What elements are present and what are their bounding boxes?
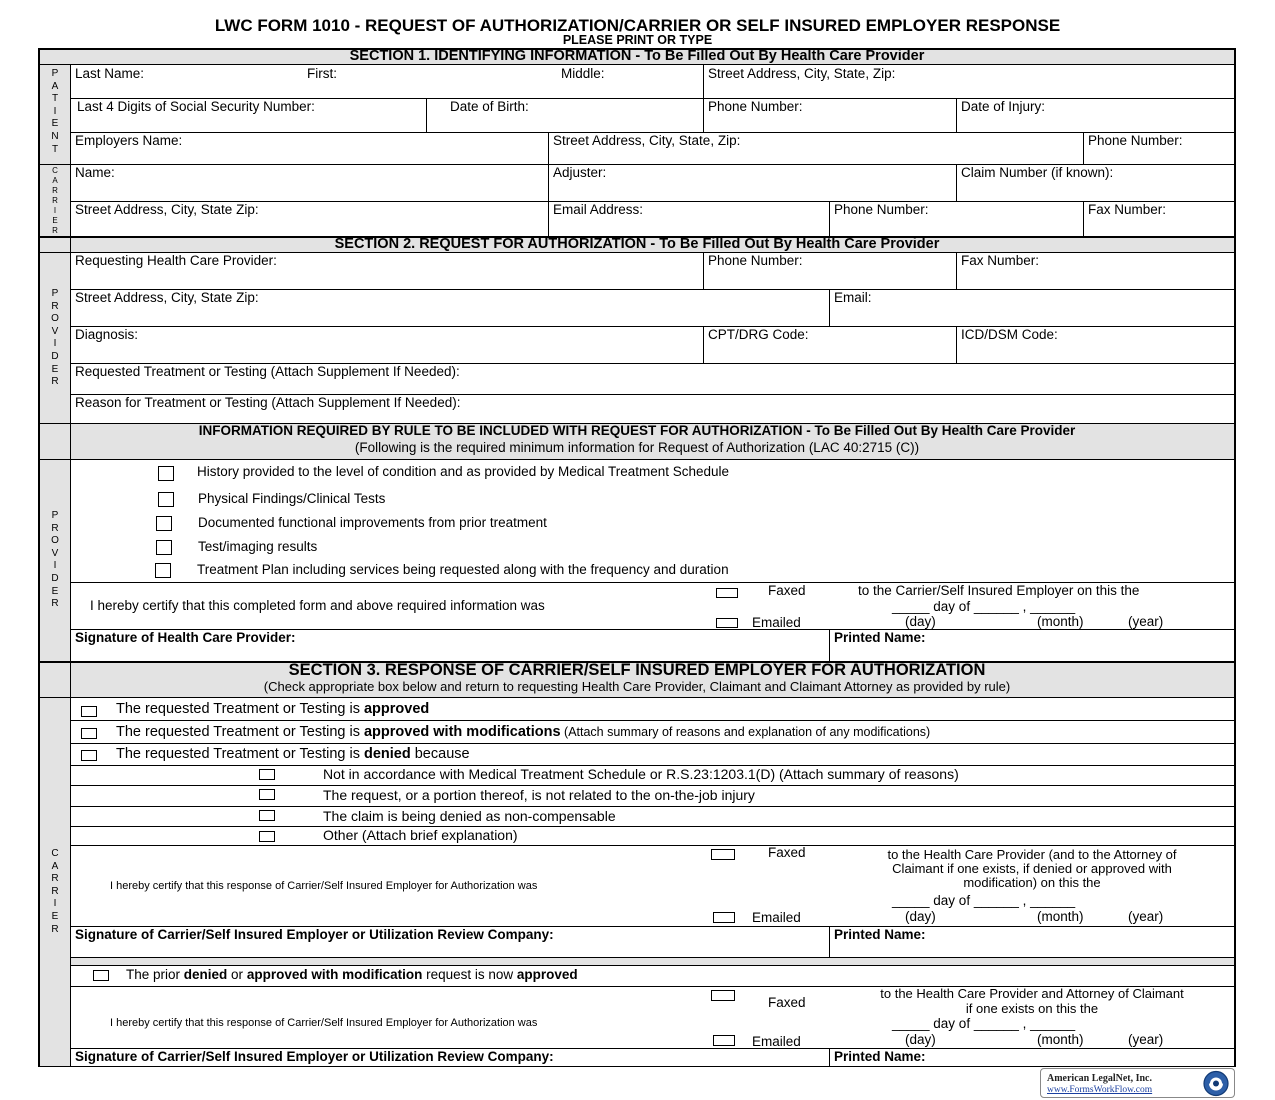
prior-text-f: approved bbox=[516, 967, 578, 982]
section2-heading: SECTION 2. REQUEST FOR AUTHORIZATION - To Be Filled Out By Health Care Provider bbox=[334, 236, 940, 252]
provider-emailed-checkbox[interactable] bbox=[716, 618, 738, 628]
test-imaging-label: Test/imaging results bbox=[198, 539, 318, 554]
carrier2-to-hcp-2: if one exists on this the bbox=[965, 1001, 1099, 1016]
employer-name-field[interactable]: Employers Name: bbox=[75, 133, 183, 148]
line bbox=[829, 1048, 830, 1066]
line bbox=[829, 289, 830, 326]
approved-bold: approved bbox=[363, 701, 430, 717]
provider-day-label: (day) bbox=[905, 614, 936, 629]
line bbox=[70, 806, 1236, 807]
prior-approved-checkbox[interactable] bbox=[93, 970, 109, 981]
section3-subheading: (Check appropriate box below and return to requesting Health Care Provider, Claimant and Claimant Attorney as provided by rule) bbox=[263, 679, 1011, 694]
carrier-faxed-checkbox[interactable] bbox=[711, 849, 735, 860]
approved-option bbox=[116, 701, 429, 717]
prior-text-b: denied bbox=[183, 967, 228, 982]
reason-not-related-label: The request, or a portion thereof, is not related to the on-the-job injury bbox=[323, 787, 755, 803]
line bbox=[829, 926, 830, 957]
line bbox=[70, 326, 1236, 327]
logo-url[interactable]: www.FormsWorkFlow.com bbox=[1047, 1085, 1153, 1095]
employer-street-field[interactable]: Street Address, City, State, Zip: bbox=[553, 133, 741, 148]
carrier-side-label bbox=[46, 166, 64, 236]
line bbox=[38, 697, 1236, 698]
provider-fax-field[interactable]: Fax Number: bbox=[961, 253, 1040, 268]
denied-checkbox[interactable] bbox=[81, 750, 97, 761]
line bbox=[38, 64, 1236, 65]
outer-left-border bbox=[38, 48, 40, 1067]
carrier-to-hcp-1: to the Health Care Provider (and to the Attorney of bbox=[887, 847, 1177, 862]
history-checkbox[interactable] bbox=[158, 466, 174, 481]
patient-side-label bbox=[46, 68, 64, 156]
patient-street-field[interactable]: Street Address, City, State, Zip: bbox=[708, 66, 896, 81]
denied-text: The requested Treatment or Testing is bbox=[116, 746, 364, 762]
carrier-certify-text: I hereby certify that this response of Carrier/Self Insured Employer for Authorization was bbox=[110, 880, 538, 892]
reason-treatment-field[interactable]: Reason for Treatment or Testing (Attach Supplement If Needed): bbox=[75, 395, 461, 410]
carrier-emailed-label: Emailed bbox=[752, 910, 801, 925]
line bbox=[956, 164, 957, 201]
provider-label-text: PROVIDER bbox=[51, 288, 59, 388]
line bbox=[70, 826, 1236, 827]
last-name-field[interactable]: Last Name: bbox=[75, 66, 145, 81]
middle-name-field[interactable]: Middle: bbox=[561, 66, 605, 81]
treatment-plan-checkbox[interactable] bbox=[155, 563, 171, 578]
provider-phone-field[interactable]: Phone Number: bbox=[708, 253, 803, 268]
provider-side-label-2 bbox=[46, 510, 64, 611]
claim-number-field[interactable]: Claim Number (if known): bbox=[961, 165, 1114, 180]
test-imaging-checkbox[interactable] bbox=[156, 540, 172, 555]
approved-mod-option bbox=[116, 724, 930, 740]
american-legalnet-logo[interactable] bbox=[1040, 1068, 1235, 1098]
reason-non-compensable-checkbox[interactable] bbox=[259, 810, 275, 821]
carrier-month-label: (month) bbox=[1037, 909, 1084, 924]
line bbox=[703, 326, 704, 363]
globe-icon bbox=[1201, 1070, 1231, 1097]
carrier-label-text-2: CARRIER bbox=[51, 848, 59, 935]
carrier-printed-name-field[interactable]: Printed Name: bbox=[834, 927, 926, 942]
carrier-day-label: (day) bbox=[905, 909, 936, 924]
approved-text: The requested Treatment or Testing is bbox=[116, 701, 364, 717]
adjuster-field[interactable]: Adjuster: bbox=[553, 165, 607, 180]
functional-improvements-label: Documented functional improvements from prior treatment bbox=[198, 515, 547, 530]
info-subheading: (Following is the required minimum information for Request of Authorization (LAC 40:2715 (C)) bbox=[354, 440, 920, 455]
treatment-plan-label: Treatment Plan including services being requested along with the frequency and duration bbox=[197, 562, 729, 577]
provider-email-field[interactable]: Email: bbox=[834, 290, 872, 305]
line bbox=[1083, 132, 1084, 164]
carrier2-to-hcp-1: to the Health Care Provider and Attorney of Claimant bbox=[880, 986, 1184, 1001]
approved-checkbox[interactable] bbox=[81, 706, 97, 717]
approved-mod-bold: approved with modifications bbox=[363, 724, 561, 740]
first-name-field[interactable]: First: bbox=[307, 66, 337, 81]
line bbox=[956, 252, 957, 289]
reason-not-related-checkbox[interactable] bbox=[259, 789, 275, 800]
carrier-certify2-text: I hereby certify that this response of Carrier/Self Insured Employer for Authorization was bbox=[110, 1017, 538, 1029]
physical-findings-label: Physical Findings/Clinical Tests bbox=[198, 491, 386, 506]
provider-signature-field[interactable]: Signature of Health Care Provider: bbox=[75, 630, 296, 645]
patient-label-text: PATIENT bbox=[51, 68, 59, 155]
section1-heading: SECTION 1. IDENTIFYING INFORMATION - To Be Filled Out By Health Care Provider bbox=[349, 48, 925, 64]
info-heading: INFORMATION REQUIRED BY RULE TO BE INCLUDED WITH REQUEST FOR AUTHORIZATION - To Be Filled Out By Health Care Provider bbox=[198, 423, 1076, 438]
provider-date-line[interactable]: _____ day of ______ , ______ bbox=[892, 599, 1076, 614]
carrier2-day-label: (day) bbox=[905, 1032, 936, 1047]
carrier-label-text: CARRIER bbox=[52, 166, 58, 235]
outer-bottom-border bbox=[38, 1066, 1236, 1067]
ssn-field[interactable]: Last 4 Digits of Social Security Number: bbox=[77, 99, 315, 114]
approved-mod-text: The requested Treatment or Testing is bbox=[116, 724, 364, 740]
carrier-to-hcp-2: Claimant if one exists, if denied or approved with bbox=[892, 861, 1172, 876]
physical-findings-checkbox[interactable] bbox=[158, 492, 174, 507]
line bbox=[703, 252, 704, 289]
carrier2-signature-field[interactable]: Signature of Carrier/Self Insured Employer or Utilization Review Company: bbox=[75, 1049, 554, 1064]
line bbox=[956, 98, 957, 132]
line bbox=[829, 201, 830, 236]
line bbox=[829, 629, 830, 661]
requesting-provider-field[interactable]: Requesting Health Care Provider: bbox=[75, 253, 277, 268]
carrier2-faxed-label: Faxed bbox=[768, 995, 806, 1010]
carrier2-date-line[interactable]: _____ day of ______ , ______ bbox=[892, 1016, 1076, 1031]
line bbox=[70, 785, 1236, 786]
line bbox=[70, 743, 1236, 744]
requested-treatment-field[interactable]: Requested Treatment or Testing (Attach Supplement If Needed): bbox=[75, 364, 460, 379]
carrier-street-field[interactable]: Street Address, City, State Zip: bbox=[75, 202, 259, 217]
section3-heading: SECTION 3. RESPONSE OF CARRIER/SELF INSURED EMPLOYER FOR AUTHORIZATION bbox=[288, 661, 986, 679]
prior-text-c: or bbox=[227, 967, 247, 982]
provider-printed-name-field[interactable]: Printed Name: bbox=[834, 630, 926, 645]
logo-company-name: American LegalNet, Inc. bbox=[1047, 1073, 1152, 1084]
icd-code-field[interactable]: ICD/DSM Code: bbox=[961, 327, 1058, 342]
line bbox=[1083, 201, 1084, 236]
carrier-faxed-label: Faxed bbox=[768, 845, 806, 860]
prior-text-e: request is now bbox=[422, 967, 517, 982]
denied-option bbox=[116, 746, 470, 762]
form-title: LWC FORM 1010 - REQUEST OF AUTHORIZATION/CARRIER OR SELF INSURED EMPLOYER RESPONSE bbox=[214, 16, 1061, 35]
line bbox=[70, 965, 1236, 966]
provider-month-label: (month) bbox=[1037, 614, 1084, 629]
reason-schedule-label: Not in accordance with Medical Treatment Schedule or R.S.23:1203.1(D) (Attach summary of reasons) bbox=[323, 766, 959, 782]
line bbox=[426, 98, 427, 132]
prior-approved-option bbox=[126, 967, 578, 983]
carrier-fax-field[interactable]: Fax Number: bbox=[1088, 202, 1167, 217]
line bbox=[38, 459, 1236, 460]
separator-band bbox=[70, 957, 1235, 965]
line bbox=[548, 132, 549, 164]
line bbox=[703, 64, 704, 132]
denied-because: because bbox=[410, 746, 470, 762]
carrier2-printed-name-field[interactable]: Printed Name: bbox=[834, 1049, 926, 1064]
provider-faxed-checkbox[interactable] bbox=[716, 588, 738, 598]
line bbox=[70, 845, 1236, 846]
carrier-to-hcp-3: modification) on this the bbox=[963, 875, 1101, 890]
cpt-code-field[interactable]: CPT/DRG Code: bbox=[708, 327, 809, 342]
denied-bold: denied bbox=[363, 746, 411, 762]
sidebar-divider bbox=[70, 64, 71, 1067]
carrier2-faxed-checkbox[interactable] bbox=[711, 990, 735, 1001]
line bbox=[548, 164, 549, 236]
carrier-year-label: (year) bbox=[1128, 909, 1164, 924]
line bbox=[70, 957, 1236, 958]
line bbox=[70, 720, 1236, 721]
provider-emailed-label: Emailed bbox=[752, 615, 801, 630]
line bbox=[956, 326, 957, 363]
provider-faxed-label: Faxed bbox=[768, 583, 806, 598]
history-label: History provided to the level of condition and as provided by Medical Treatment Schedule bbox=[197, 464, 730, 479]
approved-mod-note: (Attach summary of reasons and explanation of any modifications) bbox=[560, 725, 931, 739]
provider-side-label bbox=[46, 288, 64, 389]
diagnosis-field[interactable]: Diagnosis: bbox=[75, 327, 139, 342]
patient-phone-field[interactable]: Phone Number: bbox=[708, 99, 803, 114]
provider-certify-text: I hereby certify that this completed form and above required information was bbox=[90, 598, 545, 613]
provider-year-label: (year) bbox=[1128, 614, 1164, 629]
employer-phone-field[interactable]: Phone Number: bbox=[1088, 133, 1183, 148]
carrier-signature-field[interactable]: Signature of Carrier/Self Insured Employer or Utilization Review Company: bbox=[75, 927, 554, 942]
prior-text-a: The prior bbox=[126, 967, 184, 982]
form-subtitle: PLEASE PRINT OR TYPE bbox=[562, 33, 713, 47]
carrier-name-field[interactable]: Name: bbox=[75, 165, 115, 180]
carrier2-month-label: (month) bbox=[1037, 1032, 1084, 1047]
functional-improvements-checkbox[interactable] bbox=[156, 516, 172, 531]
provider-street-field[interactable]: Street Address, City, State Zip: bbox=[75, 290, 259, 305]
prior-text-d: approved with modification bbox=[246, 967, 423, 982]
provider-label-text-2: PROVIDER bbox=[51, 510, 59, 610]
reason-schedule-checkbox[interactable] bbox=[259, 769, 275, 780]
reason-non-compensable-label: The claim is being denied as non-compensable bbox=[323, 808, 616, 824]
carrier-phone-field[interactable]: Phone Number: bbox=[834, 202, 929, 217]
carrier2-emailed-label: Emailed bbox=[752, 1034, 801, 1049]
dob-field[interactable]: Date of Birth: bbox=[450, 99, 529, 114]
carrier2-year-label: (year) bbox=[1128, 1032, 1164, 1047]
date-of-injury-field[interactable]: Date of Injury: bbox=[961, 99, 1046, 114]
carrier2-emailed-checkbox[interactable] bbox=[713, 1035, 735, 1046]
carrier-date-line[interactable]: _____ day of ______ , ______ bbox=[892, 893, 1076, 908]
carrier-side-label-2 bbox=[46, 848, 64, 936]
carrier-email-field[interactable]: Email Address: bbox=[553, 202, 644, 217]
reason-other-label: Other (Attach brief explanation) bbox=[323, 827, 518, 843]
provider-to-carrier-text: to the Carrier/Self Insured Employer on this the bbox=[858, 583, 1140, 598]
carrier-emailed-checkbox[interactable] bbox=[713, 912, 735, 923]
reason-other-checkbox[interactable] bbox=[259, 831, 275, 842]
approved-mod-checkbox[interactable] bbox=[81, 728, 97, 739]
